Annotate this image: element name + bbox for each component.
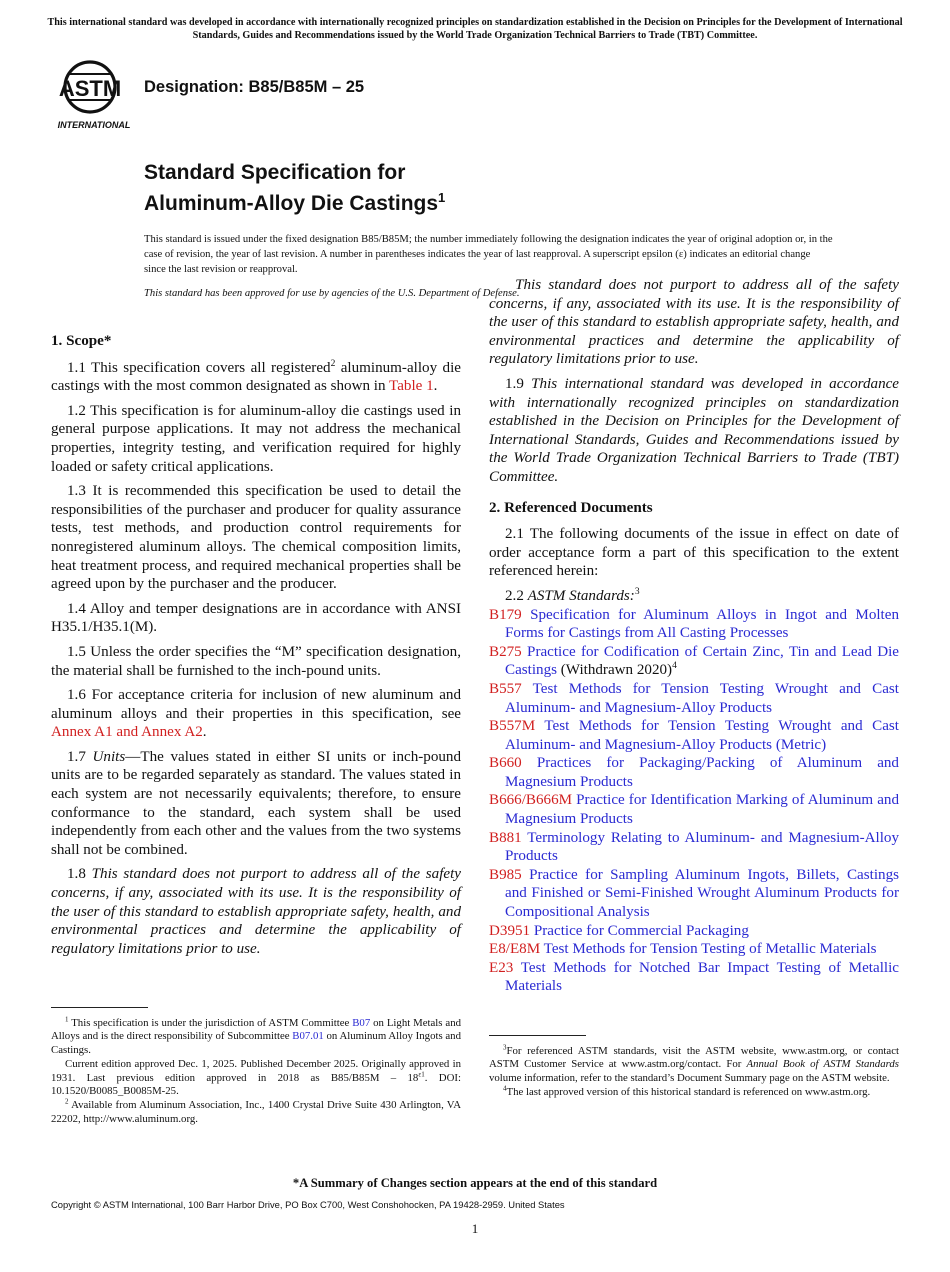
page-number: 1: [471, 1221, 479, 1236]
ref-item-b557m[interactable]: B557M Test Methods for Tension Testing Wrought and Cast Aluminum- and Magnesium-Alloy Products (Metric): [489, 718, 899, 753]
ref-item-b557[interactable]: B557 Test Methods for Tension Testing Wrought and Cast Aluminum- and Magnesium-Alloy Products: [489, 680, 899, 716]
logo-text: ASTM: [58, 76, 122, 101]
footnote-2: $^2$ Available from Aluminum Association, Inc., 1400 Crystal Drive Suite 430 Arlington, VA 22202, http://www.aluminum.org.: [51, 1097, 461, 1125]
scope-1-8-continued: This standard does not purport to address all of the safety concerns, if any, associated with its use. It is the responsibility of the user of this standard to establish appropriate safety, health, and environmental practices and determine the applicability of regulatory limitations prior to use.: [489, 277, 900, 368]
referenced-heading: 2. Referenced Documents: [489, 499, 653, 516]
astm-logo: [54, 58, 136, 132]
left-footnotes: [51, 1017, 461, 1127]
scope-1-2: 1.2 This specification is for aluminum-alloy die castings used in general purpose applications. It may not address the mechanical properties, integrity testing, and verification required for highly loaded or safety critical applications.: [51, 402, 461, 475]
ref-2-1: 2.1 The following documents of the issue in effect on date of order acceptance form a part of this specification to the extent referenced herein:: [489, 526, 899, 580]
scope-1-8: 1.8 This standard does not purport to address all of the safety concerns, if any, associated with its use. It is the responsibility of the user of this standard to establish appropriate safety, health, and environmental practices and determine the applicability of regulatory limitations prior to use.: [51, 866, 462, 957]
logo-subtext: INTERNATIONAL: [57, 120, 131, 130]
scope-1-4: 1.4 Alloy and temper designations are in accordance with ANSI H35.1/H35.1(M).: [51, 600, 461, 636]
ref-2-2: 2.2 ASTM Standards:$^3$: [505, 586, 640, 604]
intro-issued: This standard is issued under the fixed designation B85/B85M; the number immediately following the designation indicates the year of original adoption or, in the case of revision, the year of last revision. A number in parentheses indicates the year of last reapproval. A superscript epsilon (ε) indicates an editorial change since the last revision or reapproval.: [144, 234, 833, 275]
scope-1-1: 1.1 This specification covers all registered$^2$ aluminum-alloy die castings with the most common designated as shown in Table 1.: [51, 358, 461, 395]
astm-standards-list: [489, 606, 899, 996]
scope-1-7: 1.7 Units—The values stated in either SI units or inch-pound units are to be regarded separately as standard. The values stated in each system are not necessarily equivalents; therefore, to ensure conformance to the standard, each system shall be used independently from each other and the values from the two systems shall not be combined.: [51, 748, 462, 858]
ref-item-b666[interactable]: B666/B666M Practice for Identification Marking of Aluminum and Magnesium Products: [489, 792, 899, 828]
left-footnote-rule: [51, 1007, 148, 1008]
document-title: [144, 160, 445, 216]
title-line-1: Standard Specification for: [144, 161, 406, 184]
footnote-1-edition: Current edition approved Dec. 1, 2025. Published December 2025. Originally approved in 1931. Last previous edition approved in 2018 as $B85/B85M - 18^{\varepsilon 1}$. DOI: 10.1520/B0085_B0085M-25.: [51, 1058, 462, 1098]
title-line-2: Aluminum-Alloy Die Castings$^1$: [144, 190, 446, 215]
table-1-link[interactable]: Table 1: [389, 378, 434, 395]
ref-item-b275[interactable]: B275 Practice for Codification of Certain Zinc, Tin and Lead Die Castings (Withdrawn 2020)$^4$: [489, 643, 899, 679]
scope-1-5: 1.5 Unless the order specifies the “M” specification designation, the material shall be furnished to the inch-pound units.: [51, 643, 461, 679]
ref-item-e8[interactable]: E8/E8M Test Methods for Tension Testing of Metallic Materials: [489, 941, 877, 958]
copyright: Copyright © ASTM International, 100 Barr Harbor Drive, PO Box C700, West Conshohocken, PA 19428-2959. United States: [51, 1199, 565, 1210]
intro-dod: This standard has been approved for use by agencies of the U.S. Department of Defense.: [144, 288, 520, 299]
right-column: [489, 277, 900, 996]
footnote-1: $^1$ This specification is under the jurisdiction of ASTM Committee B07 on Light Metals and Alloys and is the direct responsibility of Subcommittee B07.01 on Aluminum Alloy Ingots and Castings.: [51, 1015, 461, 1056]
subcommittee-b0701-link[interactable]: B07.01: [292, 1030, 324, 1043]
left-column: [51, 332, 462, 957]
committee-b07-link[interactable]: B07: [352, 1017, 371, 1029]
ref-item-b881[interactable]: B881 Terminology Relating to Aluminum- and Magnesium-Alloy Products: [489, 829, 899, 865]
right-footnotes: [489, 1045, 899, 1101]
designation: Designation: B85/B85M – 25: [144, 78, 365, 96]
scope-1-6: 1.6 For acceptance criteria for inclusion of new aluminum and aluminum alloys and their properties in this specification, see Annex A1 and Annex A2.: [51, 687, 461, 741]
scope-1-9: 1.9 This international standard was developed in accordance with internationally recognized principles on standardization established in the Decision on Principles for the Development of International Standards, Guides and Recommendations issued by the World Trade Organization Technical Barriers to Trade (TBT) Committee.: [489, 376, 900, 485]
right-footnote-rule: [489, 1035, 586, 1036]
scope-1-3: 1.3 It is recommended this specification be used to detail the responsibilities of the purchaser and producer for quality assurance tests, test methods, and production control requirements for nonregistered aluminum alloys. The chemical composition limits, heat treatment process, and required mechanical properties shall be agreed upon by the purchaser and the producer.: [51, 483, 461, 593]
scope-heading: 1. Scope*: [51, 333, 112, 349]
ref-item-e23[interactable]: E23 Test Methods for Notched Bar Impact Testing of Metallic Materials: [489, 959, 899, 995]
footnote-4: $^4$The last approved version of this historical standard is referenced on www.astm.org.: [503, 1084, 871, 1099]
footnote-3: $^3$For referenced ASTM standards, visit the ASTM website, www.astm.org, or contact ASTM Customer Service at www.astm.org/contact. For Annual Book of ASTM Standards volume information, refer to the standard’s Document Summary page on the ASTM website.: [489, 1043, 899, 1084]
ref-item-b660[interactable]: B660 Practices for Packaging/Packing of Aluminum and Magnesium Products: [489, 755, 899, 790]
annex-link[interactable]: Annex A1 and Annex A2: [51, 724, 203, 741]
ref-item-b179[interactable]: B179 Specification for Aluminum Alloys in Ingot and Molten Forms for Castings from All Casting Processes: [489, 606, 899, 642]
top-notice: This international standard was developed in accordance with internationally recognized principles on standardization established in the Decision on Principles for the Development of International Standards, Guides and Recommendations issued by the World Trade Organization Technical Barriers to Trade (TBT) Committee.: [47, 17, 903, 41]
summary-of-changes-note: *A Summary of Changes section appears at the end of this standard: [292, 1176, 658, 1190]
title-footnote-mark: 1: [438, 190, 446, 205]
ref-item-b985[interactable]: B985 Practice for Sampling Aluminum Ingots, Billets, Castings and Finished or Semi-Finished Wrought Aluminum Products for Compositional Analysis: [489, 866, 899, 921]
ref-item-d3951[interactable]: D3951 Practice for Commercial Packaging: [489, 922, 749, 939]
